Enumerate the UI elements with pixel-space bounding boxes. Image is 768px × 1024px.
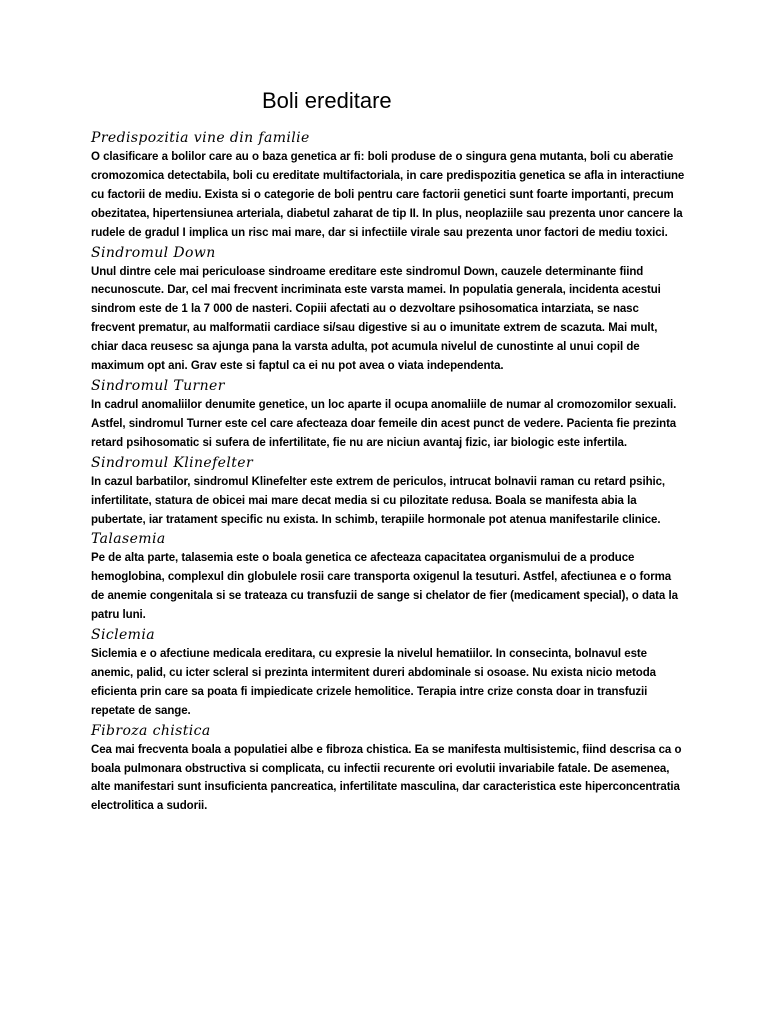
document-title: Boli ereditare: [262, 88, 392, 113]
section-sindromul-down: [91, 243, 685, 376]
section-paragraph: O clasificare a bolilor care au o baza genetica ar fi: boli produse de o singura gena mutanta, boli cu aberatie cromozomica detectabila, boli cu ereditate multifactoriala, in care predispozitia genetica se afla in interactiune cu factorii de mediu. Exista si o categorie de boli pentru care factorii genetici sunt foarte importanti, precum obezitatea, hipertensiunea arteriala, diabetul zaharat de tip II. In plus, neoplaziile sau prezenta unor cancere la rudele de gradul I implica un risc mai mare, dar si infectiile virale sau prezenta unor factori de mediu toxici.: [91, 151, 685, 239]
document-body: [91, 128, 685, 816]
section-siclemia: [91, 625, 685, 721]
section-heading: Talasemia: [91, 531, 166, 548]
section-paragraph: Unul dintre cele mai periculoase sindroame ereditare este sindromul Down, cauzele determinante fiind necunoscute. Dar, cel mai frecvent incriminata este varsta mamei. In populatia generala, incidenta acestui sindrom este de 1 la 7 000 de nasteri. Copiii afectati au o dezvoltare psihosomatica intarziata, se nasc frecvent prematur, au malformatii cardiace si/sau digestive si au o imunitate extrem de scazuta. Mai mult, chiar daca reusesc sa ajunga pana la varsta adulta, pot acumula nivelul de cunostinte al unui copil de maximum opt ani. Grav este si faptul ca ei nu pot avea o viata independenta.: [91, 265, 661, 373]
section-paragraph: In cazul barbatilor, sindromul Klinefelter este extrem de periculos, intrucat bolnavii raman cu retard psihic, infertilitate, statura de obicei mai mare decat media si cu pilozitate redusa. Boala se manifesta abia la pubertate, iar tratament specific nu exista. In schimb, terapiile hormonale pot atenua manifestarile clinice.: [91, 475, 665, 526]
section-talasemia: [91, 529, 685, 625]
section-heading: Sindromul Down: [91, 244, 216, 261]
section-paragraph: In cadrul anomaliilor denumite genetice, un loc aparte il ocupa anomaliile de numar al cromozomilor sexuali. Astfel, sindromul Turner este cel care afecteaza doar femeile din acest punct de vedere. Pacienta fie prezinta retard psihosomatic si sufera de infertilitate, fie nu are niciun avantaj fizic, iar biologic este infertila.: [91, 398, 677, 449]
section-paragraph: Pe de alta parte, talasemia este o boala genetica ce afecteaza capacitatea organismului de a produce hemoglobina, complexul din globulele rosii care transporta oxigenul la tesuturi. Astfel, afectiunea e o forma de anemie congenitala si se trateaza cu transfuzii de sange si chelator de fier (medicament special), o data la patru luni.: [91, 552, 678, 622]
section-heading: Predispozitia vine din familie: [91, 130, 310, 146]
section-fibroza-chistica: [91, 721, 685, 817]
section-sindromul-klinefelter: [91, 453, 685, 530]
section-predispozitia: [91, 128, 685, 243]
section-heading: Sindromul Turner: [91, 377, 225, 394]
section-sindromul-turner: [91, 376, 685, 453]
section-heading: Sindromul Klinefelter: [91, 454, 254, 471]
section-heading: Siclemia: [91, 627, 155, 644]
section-paragraph: Siclemia e o afectiune medicala ereditara, cu expresie la nivelul hematiilor. In consecinta, bolnavul este anemic, palid, cu icter scleral si prezinta intermitent dureri abdominale si osoase. Nu exista nicio metoda eficienta prin care sa poata fi impiedicate crizele hemolitice. Terapia intre crize consta doar in transfuzii repetate de sange.: [91, 648, 656, 717]
section-heading: Fibroza chistica: [91, 722, 211, 739]
section-paragraph: Cea mai frecventa boala a populatiei albe e fibroza chistica. Ea se manifesta multisistemic, fiind descrisa ca o boala pulmonara obstructiva si complicata, cu infectii recurente ori evolutii invariabile fatale. De asemenea, alte manifestari sunt insuficienta pancreatica, infertilitate masculina, dar caracteristica este hiperconcentratia electrolitica a sudorii.: [91, 743, 682, 813]
